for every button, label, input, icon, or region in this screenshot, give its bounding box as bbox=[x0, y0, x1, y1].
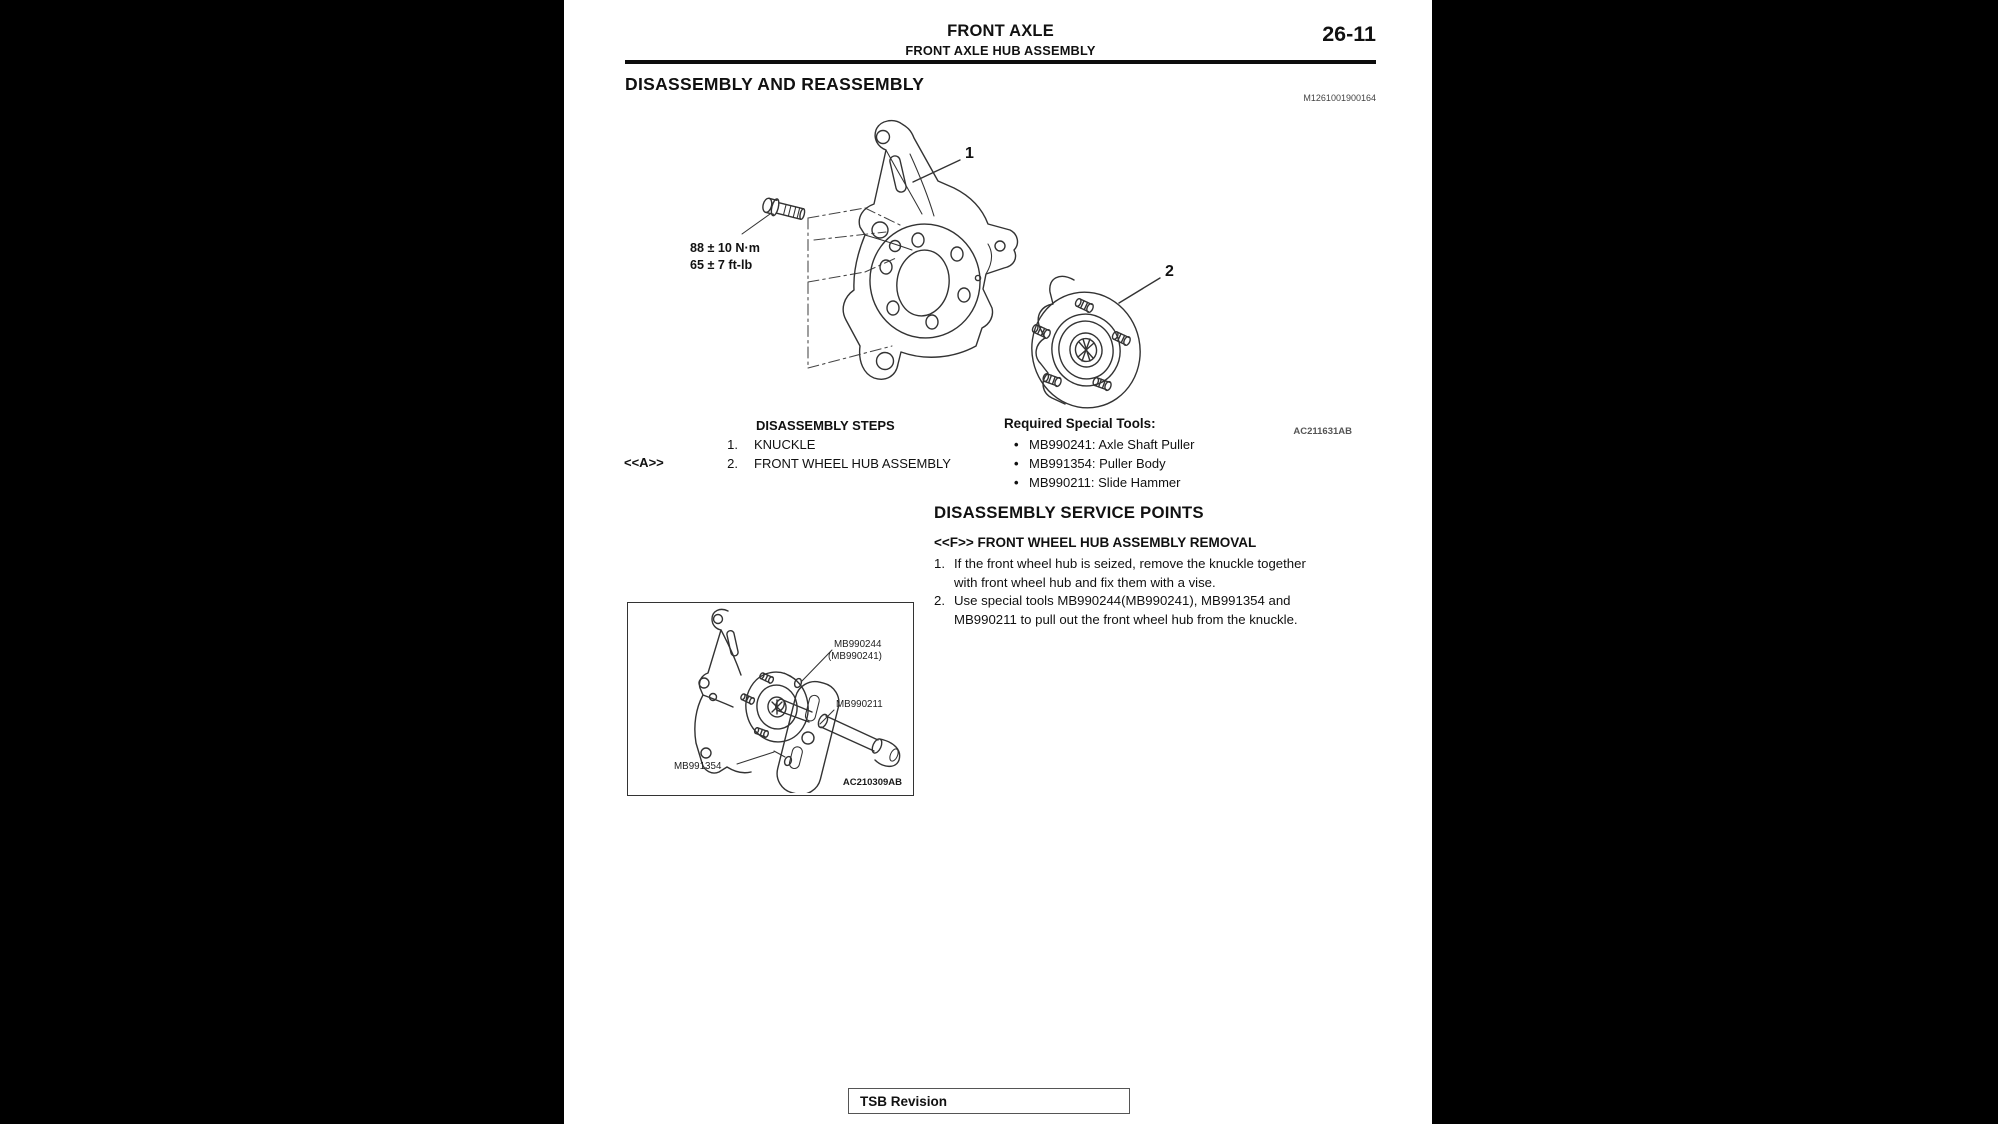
marker-a: <<A>> bbox=[624, 455, 664, 470]
required-tools-list bbox=[1014, 436, 1195, 492]
manual-page bbox=[564, 0, 1432, 1124]
header-rule bbox=[625, 60, 1376, 64]
inset-slide-hammer-drawing bbox=[816, 713, 899, 766]
main-figure-code: AC211631AB bbox=[1293, 426, 1352, 437]
inset-label-puller-body: MB991354 bbox=[674, 761, 722, 772]
section-title: DISASSEMBLY AND REASSEMBLY bbox=[625, 74, 925, 94]
main-figure-drawing bbox=[682, 118, 1388, 440]
service-step-number: 1. bbox=[934, 556, 945, 571]
torque-label bbox=[690, 214, 770, 272]
inset-label-slide-hammer: MB990211 bbox=[836, 699, 883, 710]
service-step-line: Use special tools MB990244(MB990241), MB991354 and bbox=[954, 593, 1291, 609]
header-subtitle: FRONT AXLE HUB ASSEMBLY bbox=[905, 43, 1096, 58]
required-tools-heading: Required Special Tools: bbox=[1004, 416, 1156, 431]
page-number: 26-11 bbox=[1322, 22, 1376, 46]
hub-drawing bbox=[1021, 276, 1151, 418]
inset-figure-code: AC210309AB bbox=[842, 777, 902, 788]
doc-code: M1261001900164 bbox=[1303, 93, 1376, 103]
inset-figure bbox=[627, 602, 914, 796]
inset-label-axle-puller-alt: (MB990241) bbox=[828, 651, 882, 662]
step-row bbox=[698, 436, 951, 455]
service-step-text bbox=[954, 555, 1386, 592]
step-label: KNUCKLE bbox=[754, 437, 816, 452]
header-title: FRONT AXLE bbox=[947, 22, 1054, 40]
tsb-revision-label: TSB Revision bbox=[860, 1093, 948, 1109]
step-label: FRONT WHEEL HUB ASSEMBLY bbox=[754, 455, 951, 471]
step-number: 1. bbox=[727, 437, 738, 452]
service-step-line: MB990211 to pull out the front wheel hub from the knuckle. bbox=[954, 611, 1298, 627]
torque-imperial: 65 ± 7 ft-lb bbox=[690, 258, 753, 272]
callout-1 bbox=[913, 145, 974, 182]
page-header bbox=[625, 22, 1376, 58]
service-step-line: If the front wheel hub is seized, remove the knuckle together bbox=[954, 556, 1306, 571]
inset-knuckle-drawing bbox=[695, 609, 751, 773]
service-step-number: 2. bbox=[934, 593, 945, 609]
disassembly-steps-list bbox=[698, 436, 951, 473]
service-points-heading: DISASSEMBLY SERVICE POINTS bbox=[934, 503, 1204, 522]
step-row bbox=[698, 455, 951, 474]
disassembly-steps-heading: DISASSEMBLY STEPS bbox=[756, 418, 895, 433]
tsb-revision-box bbox=[848, 1088, 1130, 1114]
inset-figure-drawing bbox=[628, 603, 911, 793]
service-step-text bbox=[954, 592, 1386, 629]
callout-2-label: 2 bbox=[1165, 263, 1174, 280]
main-figure bbox=[682, 118, 1388, 440]
service-step-line: with front wheel hub and fix them with a vise. bbox=[954, 574, 1216, 590]
tool-item: • MB990241: Axle Shaft Puller bbox=[1014, 436, 1195, 455]
service-points-subheading: <<F>> FRONT WHEEL HUB ASSEMBLY REMOVAL bbox=[934, 535, 1257, 550]
service-points-body bbox=[934, 555, 1386, 629]
knuckle-drawing bbox=[843, 121, 1017, 380]
callout-1-label: 1 bbox=[965, 145, 974, 162]
service-point-step bbox=[934, 555, 1386, 592]
tool-item: • MB990211: Slide Hammer bbox=[1014, 474, 1195, 493]
callout-2 bbox=[1119, 263, 1174, 303]
step-number: 2. bbox=[727, 455, 738, 471]
inset-label-axle-puller: MB990244 bbox=[834, 639, 882, 650]
bolt-drawing bbox=[761, 196, 806, 223]
service-point-step bbox=[934, 592, 1386, 629]
tool-item: • MB991354: Puller Body bbox=[1014, 455, 1195, 474]
torque-metric: 88 ± 10 N·m bbox=[690, 241, 760, 255]
